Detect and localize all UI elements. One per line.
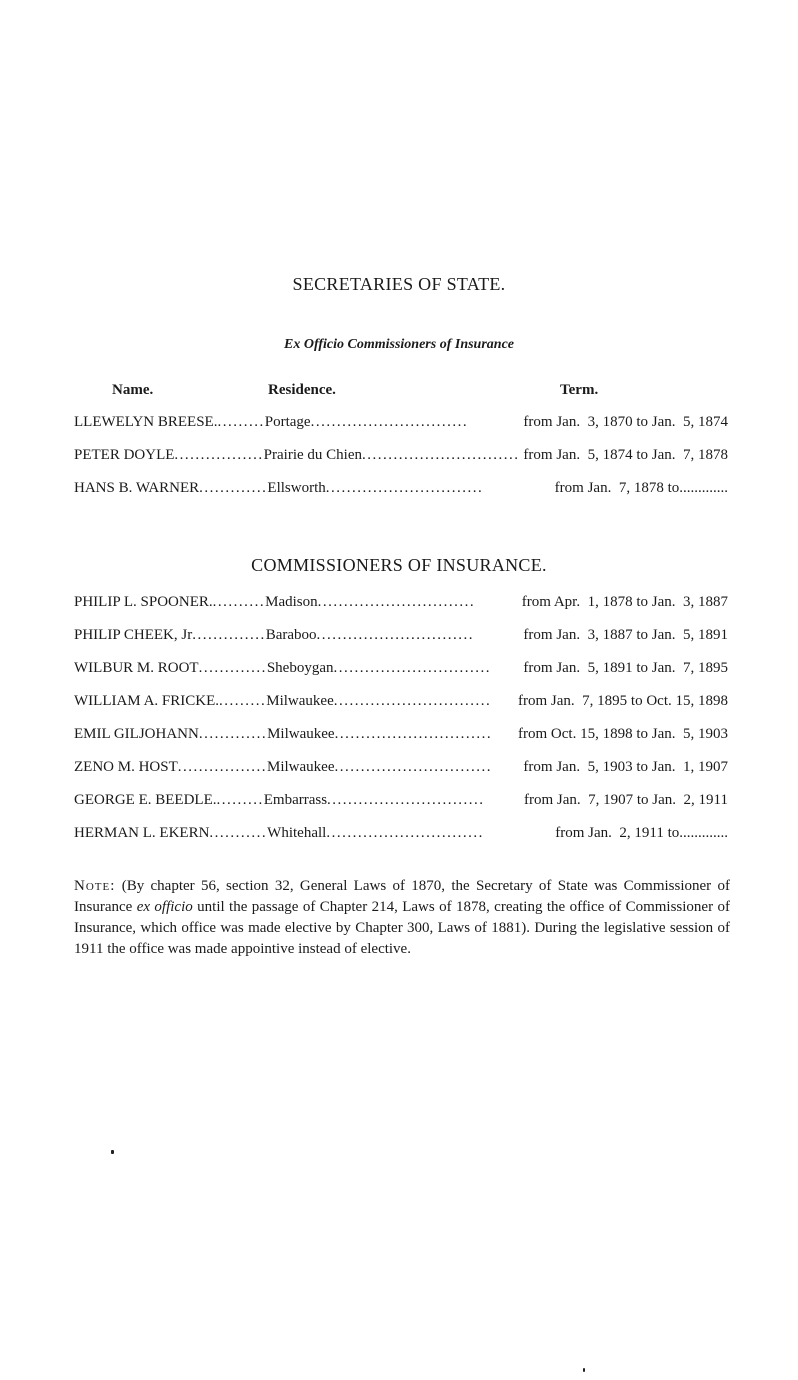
person-name: HERMAN L. EKERN	[74, 825, 210, 841]
person-name: LLEWELYN BREESE.	[74, 414, 218, 430]
residence: Baraboo	[265, 627, 317, 643]
row-name-residence	[74, 480, 484, 497]
leader-dots: .........	[217, 414, 265, 430]
note-paragraph	[74, 876, 730, 960]
table-row	[74, 660, 728, 680]
term-dates: from Jan. 3, 1887 to Jan. 5, 1891	[523, 627, 728, 643]
leader-dots: ..............................	[334, 726, 493, 742]
ink-speck	[111, 1150, 114, 1154]
row-name-residence	[74, 792, 485, 809]
table-row	[74, 447, 728, 467]
table-row	[74, 414, 728, 434]
row-name-residence	[74, 594, 476, 611]
leader-dots: ..............................	[325, 480, 484, 496]
note-text-2: until the passage of Chapter 214, Laws of 1878, creating the office of Commissioner of Insurance, which office was made elective by Chapter 300, Laws of 1881). During the legislative session of 1911 the office was made appointive instead of elective.	[74, 899, 730, 957]
residence: Milwaukee	[266, 693, 334, 709]
table-row	[74, 792, 728, 812]
leader-dots: ..............................	[333, 660, 491, 676]
row-name-residence	[74, 447, 520, 464]
note-italic-term: ex officio	[136, 899, 193, 915]
leader-dots: .........	[219, 693, 267, 709]
table-row	[74, 759, 728, 779]
term-dates: from Jan. 7, 1878 to.............	[554, 480, 728, 496]
leader-dots: .........	[216, 792, 264, 808]
row-name-residence	[74, 825, 484, 842]
table-row	[74, 480, 728, 500]
table-row	[74, 726, 728, 746]
note-text-1: (By chapter 56, section 32, General Laws of 1870, the Secretary of State was Commissioner of Insurance	[74, 878, 730, 915]
ink-speck	[583, 1368, 585, 1372]
commissioners-heading: COMMISSIONERS OF INSURANCE.	[251, 555, 547, 575]
table-row	[74, 693, 728, 713]
leader-dots: ..............................	[310, 414, 469, 430]
residence: Portage	[264, 414, 311, 430]
ex-officio-subtitle: Ex Officio Commissioners of Insurance	[284, 337, 514, 352]
term-dates: from Jan. 5, 1903 to Jan. 1, 1907	[523, 759, 728, 775]
term-dates: from Oct. 15, 1898 to Jan. 5, 1903	[518, 726, 728, 742]
term-dates: from Jan. 2, 1911 to.............	[555, 825, 728, 841]
leader-dots: ..............................	[334, 759, 492, 775]
note-label: Note:	[74, 878, 116, 894]
term-dates: from Jan. 5, 1874 to Jan. 7, 1878	[523, 447, 728, 463]
person-name: GEORGE E. BEEDLE.	[74, 792, 217, 808]
residence: Whitehall	[267, 825, 327, 841]
term-dates: from Jan. 5, 1891 to Jan. 7, 1895	[523, 660, 728, 676]
person-name: WILBUR M. ROOT	[74, 660, 199, 676]
leader-dots: ..........	[212, 594, 266, 610]
term-dates: from Jan. 7, 1895 to Oct. 15, 1898	[518, 693, 728, 709]
row-name-residence	[74, 660, 491, 677]
row-name-residence	[74, 627, 475, 644]
person-name: ZENO M. HOST	[74, 759, 178, 775]
term-dates: from Jan. 3, 1870 to Jan. 5, 1874	[523, 414, 728, 430]
person-name: PHILIP CHEEK, Jr	[74, 627, 193, 643]
residence: Prairie du Chien	[263, 447, 362, 463]
row-name-residence	[74, 726, 493, 743]
leader-dots: .............	[198, 726, 268, 742]
residence: Embarrass	[263, 792, 328, 808]
column-header-term: Term.	[560, 382, 599, 398]
residence: Milwaukee	[267, 726, 335, 742]
leader-dots: ..............	[192, 627, 266, 643]
leader-dots: ..............................	[333, 693, 492, 709]
row-name-residence	[74, 693, 492, 710]
secretaries-heading: SECRETARIES OF STATE.	[292, 274, 506, 294]
table-row	[74, 594, 728, 614]
person-name: PETER DOYLE	[74, 447, 175, 463]
leader-dots: .............	[198, 660, 267, 676]
row-name-residence	[74, 759, 492, 776]
row-name-residence	[74, 414, 469, 431]
column-header-name: Name.	[112, 382, 154, 398]
leader-dots: ..............................	[317, 594, 476, 610]
residence: Madison	[265, 594, 318, 610]
leader-dots: ..............................	[326, 825, 484, 841]
leader-dots: ..............................	[327, 792, 485, 808]
leader-dots: .............	[199, 480, 268, 496]
leader-dots: ..............................	[362, 447, 520, 463]
table-row	[74, 825, 728, 845]
residence: Milwaukee	[267, 759, 335, 775]
leader-dots: ..............................	[316, 627, 475, 643]
leader-dots: ...........	[209, 825, 268, 841]
column-header-residence: Residence.	[268, 382, 336, 398]
person-name: PHILIP L. SPOONER.	[74, 594, 213, 610]
person-name: EMIL GILJOHANN	[74, 726, 199, 742]
term-dates: from Jan. 7, 1907 to Jan. 2, 1911	[523, 792, 728, 808]
leader-dots: .................	[177, 759, 267, 775]
person-name: HANS B. WARNER	[74, 480, 200, 496]
leader-dots: .................	[174, 447, 264, 463]
residence: Sheboygan	[266, 660, 334, 676]
person-name: WILLIAM A. FRICKE.	[74, 693, 219, 709]
residence: Ellsworth	[267, 480, 326, 496]
term-dates: from Apr. 1, 1878 to Jan. 3, 1887	[521, 594, 728, 610]
table-row	[74, 627, 728, 647]
